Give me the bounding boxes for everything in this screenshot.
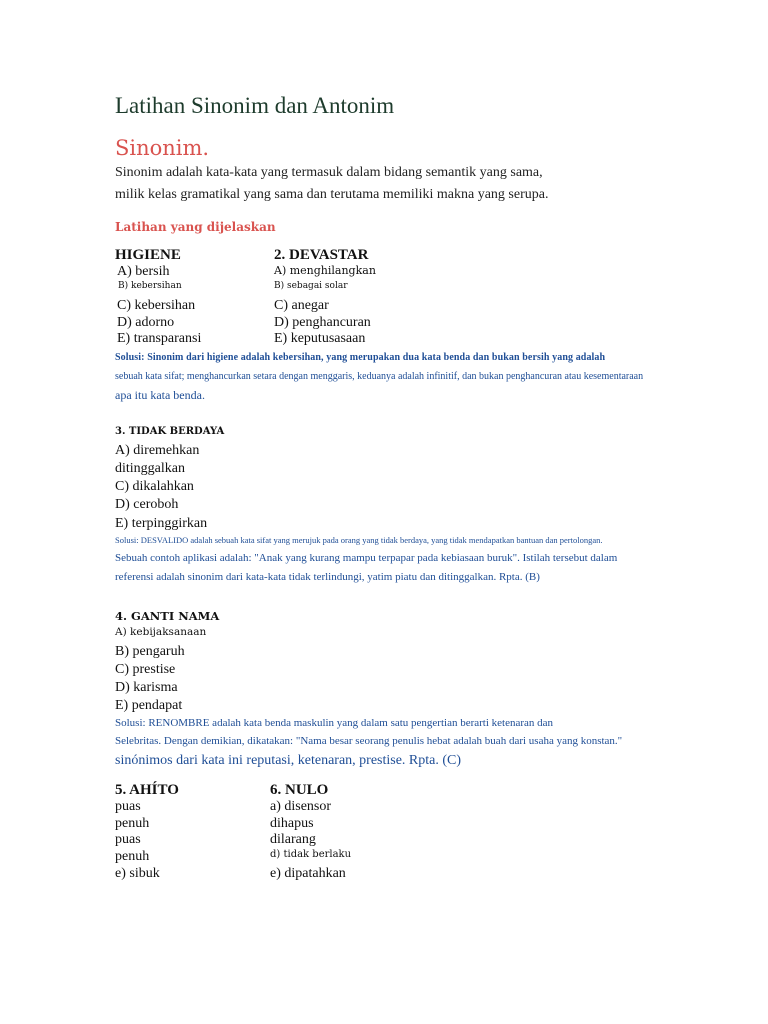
question-5-option-e: e) sibuk — [115, 866, 160, 881]
question-3-option-d: D) ceroboh — [115, 497, 179, 512]
question-4-option-d: D) karisma — [115, 680, 178, 695]
exercise-subheading: Latihan yang dijelaskan — [115, 220, 276, 234]
intro-paragraph — [115, 162, 715, 206]
solution-3-line-3: referensi adalah sinonim dari kata-kata tidak terlindungi, yatim piatu dan ditinggalkan. Rpta. (B) — [115, 571, 540, 583]
question-1-option-e: E) transparansi — [117, 331, 202, 346]
question-2-option-c: C) anegar — [274, 298, 329, 313]
question-2-option-a: A) menghilangkan — [274, 264, 376, 277]
question-5-option-c: puas — [115, 832, 141, 847]
question-1-option-a: A) bersih — [117, 264, 170, 279]
intro-line-2: milik kelas gramatikal yang sama dan terutama memiliki makna yang serupa. — [115, 187, 549, 202]
section-heading: Sinonim. — [115, 136, 210, 160]
question-3-option-b: ditinggalkan — [115, 461, 185, 476]
solution-4-line-3: sinónimos dari kata ini reputasi, ketenaran, prestise. Rpta. (C) — [115, 753, 462, 768]
question-4-option-e: E) pendapat — [115, 698, 183, 713]
solution-3-line-1: Solusi: DESVALIDO adalah sebuah kata sifat yang merujuk pada orang yang tidak berdaya, yang tidak mendapatkan bantuan dan pertolongan. — [115, 535, 603, 545]
question-1-option-c: C) kebersihan — [117, 298, 196, 313]
intro-line-1: Sinonim adalah kata-kata yang termasuk dalam bidang semantik yang sama, — [115, 165, 543, 180]
question-5-option-a: puas — [115, 799, 141, 814]
question-1-option-b: B) kebersihan — [118, 281, 182, 291]
solution-4-line-2: Selebritas. Dengan demikian, dikatakan: "Nama besar seorang penulis hebat adalah buah dari usaha yang konstan." — [115, 735, 623, 747]
question-5-head: 5. AHÍTO — [115, 782, 179, 798]
question-1-option-d: D) adorno — [117, 315, 175, 330]
question-6-head: 6. NULO — [270, 782, 329, 798]
question-6-option-e: e) dipatahkan — [270, 866, 346, 881]
question-6-option-b: dihapus — [270, 816, 314, 831]
question-4-option-a: A) kebijaksanaan — [115, 626, 207, 638]
solution-4-line-1: Solusi: RENOMBRE adalah kata benda maskulin yang dalam satu pengertian berarti ketenaran dan — [115, 717, 554, 729]
question-4-head: 4. GANTI NAMA — [115, 609, 220, 623]
question-3-option-c: C) dikalahkan — [115, 479, 194, 494]
solution-1-line-2: sebuah kata sifat; menghancurkan setara dengan menggaris, keduanya adalah infinitif, dan bukan penghancuran atau kesementaraan — [115, 371, 644, 382]
solution-3-line-2: Sebuah contoh aplikasi adalah: "Anak yang kurang mampu terpapar pada kebiasaan buruk". Istilah tersebut dalam — [115, 552, 618, 564]
question-4-option-c: C) prestise — [115, 662, 176, 677]
question-3-option-e: E) terpinggirkan — [115, 516, 208, 531]
question-1-head: HIGIENE — [115, 247, 181, 263]
question-4-option-b: B) pengaruh — [115, 644, 185, 659]
question-3-head: 3. TIDAK BERDAYA — [115, 426, 225, 437]
question-6-option-c: dilarang — [270, 832, 316, 847]
question-6-option-a: a) disensor — [270, 799, 332, 814]
question-2-option-b: B) sebagai solar — [274, 281, 348, 291]
question-2-option-e: E) keputusasaan — [274, 331, 366, 346]
question-5-option-d: penuh — [115, 849, 150, 864]
question-3-option-a: A) diremehkan — [115, 443, 200, 458]
question-5-option-b: penuh — [115, 816, 150, 831]
question-6-option-d: d) tidak berlaku — [270, 849, 352, 860]
page-title: Latihan Sinonim dan Antonim — [115, 93, 395, 118]
question-2-option-d: D) penghancuran — [274, 315, 371, 330]
question-2-head: 2. DEVASTAR — [274, 247, 369, 263]
solution-1-line-1: Solusi: Sinonim dari higiene adalah kebersihan, yang merupakan dua kata benda dan bukan bersih yang adalah — [115, 352, 606, 363]
solution-1-line-3: apa itu kata benda. — [115, 388, 205, 402]
